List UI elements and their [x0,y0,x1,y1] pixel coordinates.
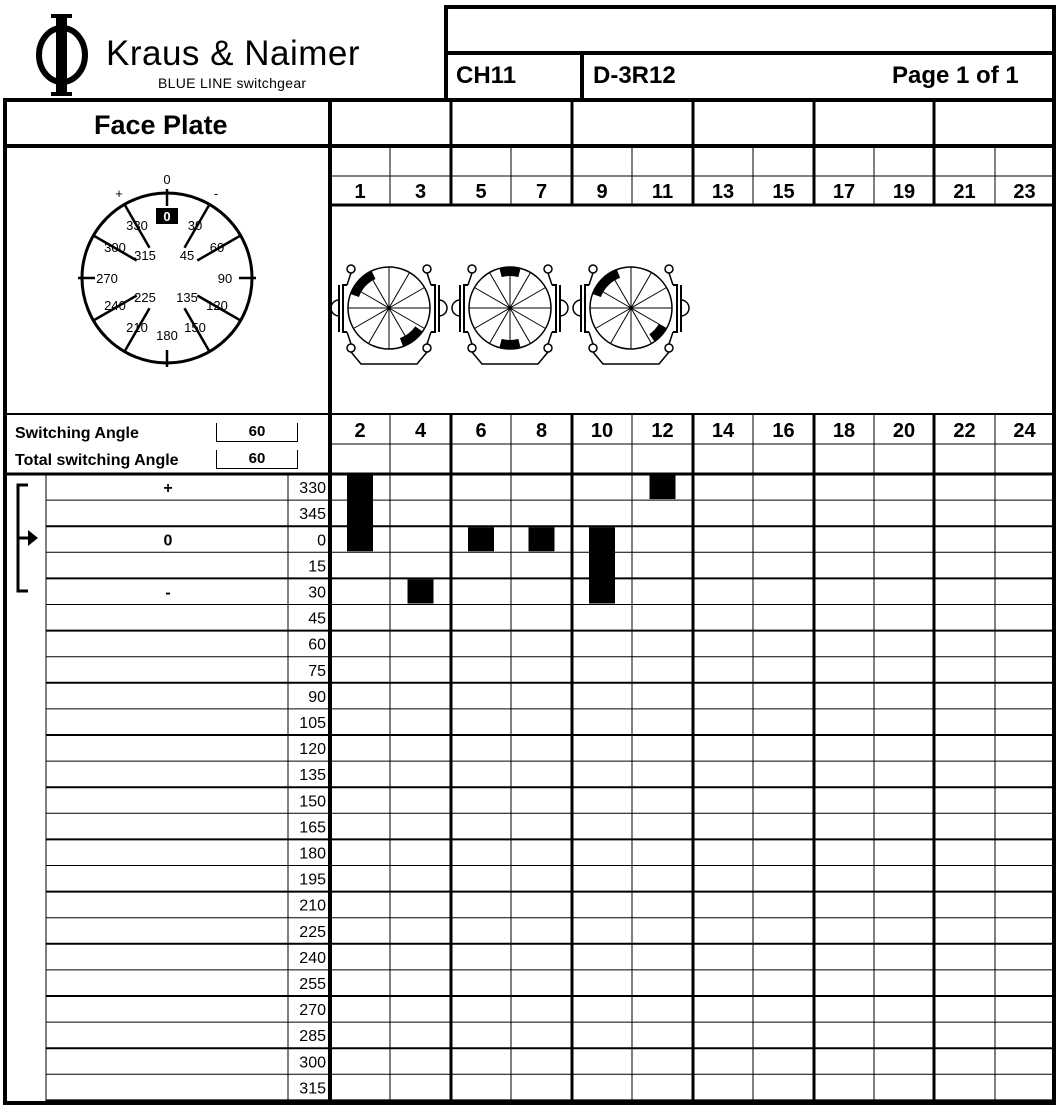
dial-labels [96,218,232,343]
position-name: + [163,480,173,498]
position-angle: 180 [299,845,326,863]
terminal-bottom-label: 4 [414,420,427,442]
dial-label: 90 [217,271,233,286]
position-angle: 300 [299,1054,326,1072]
terminal-top-label: 9 [596,181,608,203]
terminal-bottom-label: 10 [590,420,614,442]
terminal-top-label: 13 [711,181,735,203]
position-name: - [165,584,171,602]
dial-label: 180 [156,328,178,343]
terminal-top-label: 23 [1013,181,1036,203]
contact-grid [5,100,1054,1103]
position-angle: 60 [308,636,326,654]
position-angle: 45 [308,610,326,628]
total-switching-angle-label: Total switching Angle [15,452,179,469]
dial-label: 315 [134,248,156,263]
dial-label: 300 [104,240,126,255]
terminal-top-label: 15 [772,181,795,203]
dial-label: 135 [176,290,198,305]
terminal-top-label: 7 [535,181,548,203]
position-name: 0 [163,532,173,550]
dial-label: 60 [209,240,225,255]
position-angle: 315 [299,1080,326,1098]
position-angle: 255 [299,975,326,993]
dial-label: 270 [96,271,118,286]
terminal-bottom-label: 14 [711,420,735,442]
dial-top-label: 0 [163,172,171,187]
dial-plus-label: + [115,186,123,201]
position-angle: 165 [299,819,326,837]
terminal-top-label: 19 [892,181,916,203]
terminal-bottom-label: 18 [832,420,856,442]
switching-angle-value: 60 [216,423,298,442]
dial-pointer-label: 0 [163,209,171,224]
dial-label: 30 [187,218,203,233]
position-angle: 240 [299,949,326,967]
terminal-bottom-label: 8 [535,420,548,442]
position-angle: 345 [299,506,326,524]
position-angle: 120 [299,741,326,759]
dial-minus-label: - [213,186,219,201]
contact-block-diagram [452,265,568,364]
position-angle: 15 [308,558,326,576]
contact-block-diagram [331,265,447,364]
closed-contact-mark [347,475,373,551]
position-angle: 225 [299,923,326,941]
position-angle: 75 [308,662,326,680]
contact-diagrams [331,265,689,364]
drawing-code: D-3R12 [593,62,676,89]
dial-label: 240 [104,298,126,313]
position-angle: 210 [299,897,326,915]
position-angle: 30 [308,584,326,602]
dial-label: 330 [126,218,148,233]
page-indicator: Page 1 of 1 [892,62,1019,89]
position-rows [163,480,326,1097]
terminal-top-label: 11 [651,181,674,203]
total-switching-angle-value: 60 [216,450,298,469]
terminal-bottom-label: 22 [953,420,976,442]
position-angle: 330 [299,480,326,498]
position-angle: 0 [317,532,326,550]
dial-label: 210 [126,320,148,335]
closed-contact-mark [468,527,494,551]
brand-name: Kraus & Naimer [106,34,361,73]
contact-block-diagram [573,265,689,364]
position-angle: 270 [299,1002,326,1020]
position-angle: 90 [308,688,326,706]
brand-tagline: BLUE LINE switchgear [158,75,307,91]
closed-contact-mark [650,475,676,499]
terminal-bottom-label: 16 [772,420,795,442]
terminal-bottom-label: 20 [892,420,916,442]
terminal-bottom-label: 6 [475,420,487,442]
terminal-top-label: 1 [354,181,366,203]
dial-label: 150 [184,320,206,335]
face-plate-title: Face Plate [94,110,228,140]
closed-contact-mark [529,527,555,551]
current-position-arrow [28,530,38,546]
position-angle: 150 [299,793,326,811]
terminal-bottom-label: 12 [651,420,674,442]
closed-contact-mark [408,579,434,603]
closed-contact-mark [589,527,615,603]
header-frame [5,7,1054,1103]
face-plate-dial [78,172,256,367]
terminal-bottom-label: 24 [1013,420,1036,442]
terminal-top-label: 21 [953,181,976,203]
position-angle: 195 [299,871,326,889]
terminal-bottom-label: 2 [354,420,366,442]
position-angle: 285 [299,1028,326,1046]
dial-label: 225 [134,290,156,305]
terminal-labels [354,181,1036,442]
switching-angle-label: Switching Angle [15,425,139,442]
terminal-top-label: 17 [832,181,856,203]
dial-label: 120 [206,298,228,313]
position-angle: 135 [299,767,326,785]
dial-label: 45 [179,248,195,263]
terminal-top-label: 3 [414,181,427,203]
position-angle: 105 [299,714,326,732]
type-code: CH11 [456,62,517,89]
terminal-top-label: 5 [475,181,487,203]
